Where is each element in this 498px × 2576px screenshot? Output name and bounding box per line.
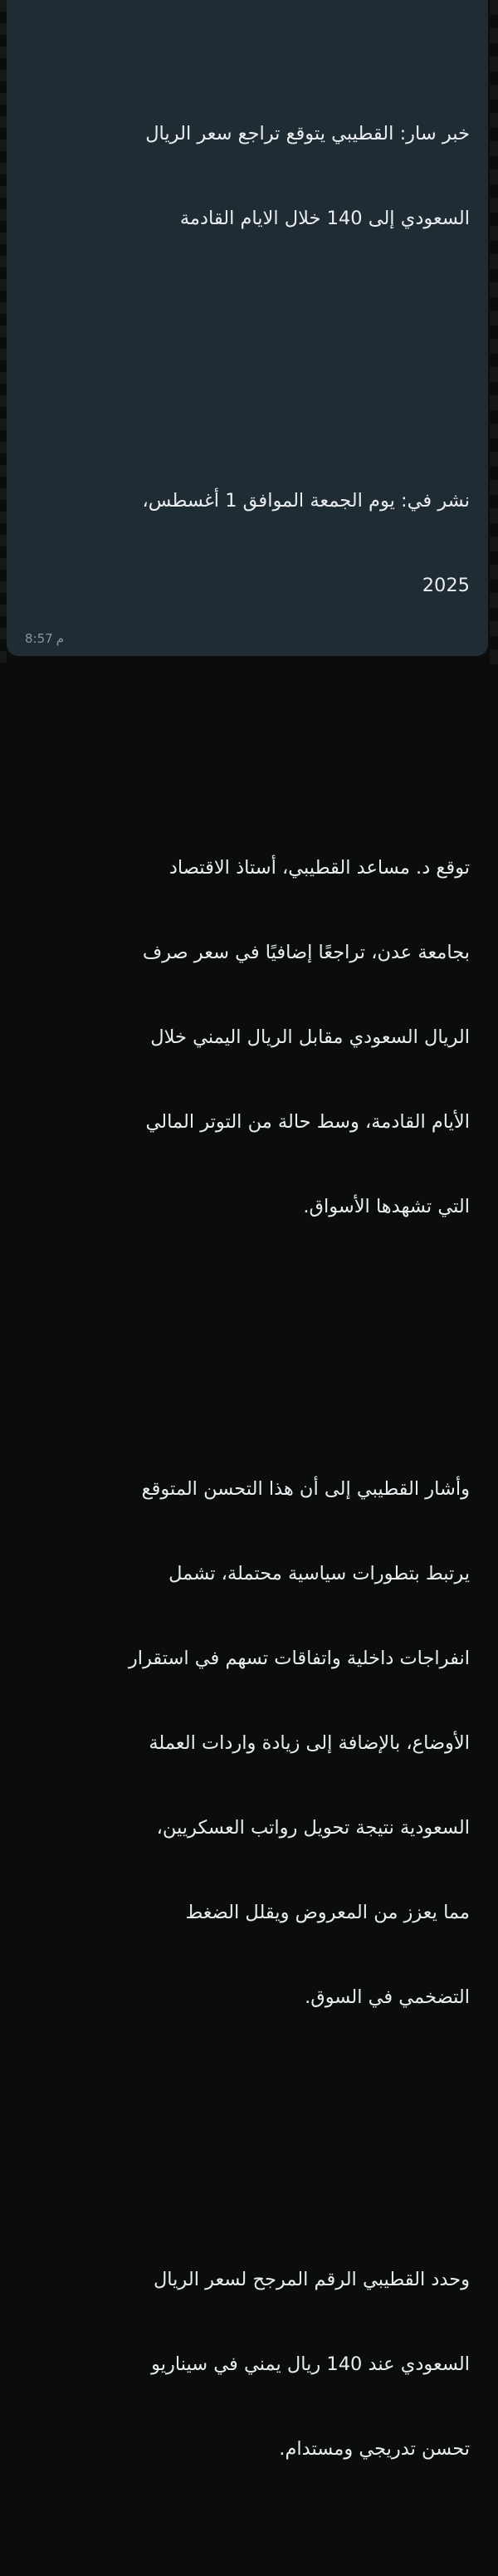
paragraph-line: تحسن تدريجي ومستدام.	[279, 2438, 470, 2460]
published-date	[30, 430, 470, 656]
paragraph-line: السعودية نتيجة تحويل رواتب العسكريين،	[156, 1817, 470, 1839]
paragraph-line: التضخمي في السوق.	[305, 1986, 470, 2008]
message-text	[30, 7, 470, 2576]
published-line: 2025	[422, 575, 470, 596]
paragraph-line: يرتبط بتطورات سياسية محتملة، تشمل	[168, 1563, 470, 1584]
headline-line: خبر سار: القطيبي يتوقع تراجع سعر الريال	[145, 123, 470, 144]
chat-wallpaper-right	[490, 0, 498, 664]
headline-line: السعودي إلى 140 خلال الايام القادمة	[179, 208, 470, 229]
timestamp-ampm: م	[56, 631, 64, 646]
paragraph-line: السعودي عند 140 ريال يمني في سيناريو	[151, 2353, 470, 2375]
paragraph-line: وأشار القطيبي إلى أن هذا التحسن المتوقع	[141, 1478, 470, 1500]
paragraph-line: انفراجات داخلية واتفاقات تسهم في استقرار	[128, 1648, 470, 1669]
paragraph-line: وحدد القطيبي الرقم المرجح لسعر الريال	[153, 2269, 470, 2290]
chat-wallpaper-left	[0, 0, 7, 664]
message-timestamp	[25, 631, 64, 646]
paragraph-line: الريال السعودي مقابل الريال اليمني خلال	[150, 1026, 470, 1048]
message-bubble[interactable]	[7, 0, 488, 2460]
paragraph-line: توقع د. مساعد القطيبي، أستاذ الاقتصاد	[168, 857, 470, 879]
paragraph-line: مما يعزز من المعروض ويقلل الضغط	[185, 1902, 470, 1923]
paragraph-line: بجامعة عدن، تراجعًا إضافيًا في سعر صرف	[142, 942, 470, 963]
headline	[30, 63, 470, 289]
paragraph-line: الأوضاع، بالإضافة إلى زيادة واردات العملة	[149, 1732, 470, 1754]
published-line: نشر في: يوم الجمعة الموافق 1 أغسطس،	[142, 490, 470, 512]
timestamp-time: 8:57	[25, 631, 53, 646]
paragraph-1	[30, 797, 470, 1277]
paragraph-line: التي تشهدها الأسواق.	[303, 1196, 470, 1217]
paragraph-2	[30, 1418, 470, 2068]
paragraph-3	[30, 2209, 470, 2520]
paragraph-line: الأيام القادمة، وسط حالة من التوتر المالي	[145, 1111, 470, 1133]
